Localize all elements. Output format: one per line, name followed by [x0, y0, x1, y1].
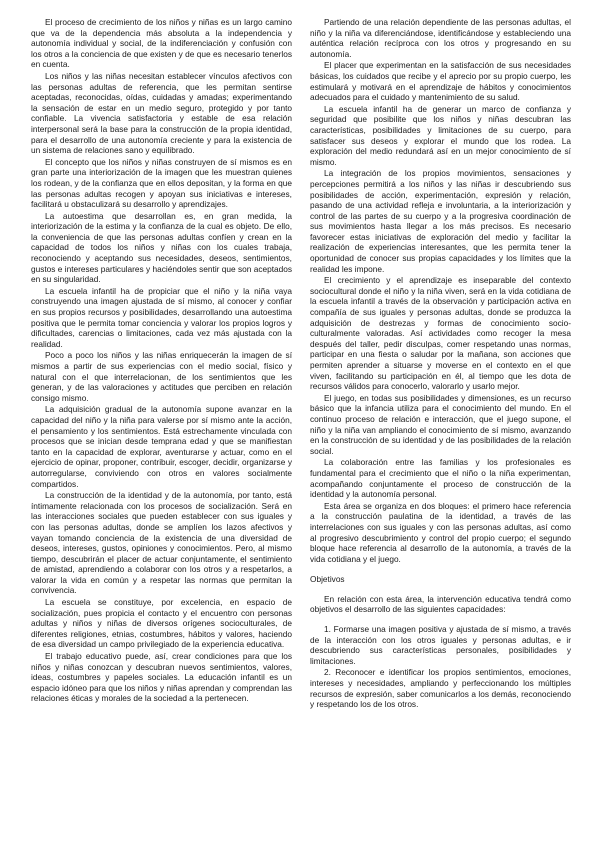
paragraph: El concepto que los niños y niñas construyen de sí mismos es en gran parte una interiorización de la imagen que les muestran quienes los rodean, y de la confianza que en ellos depositan, y la forma en que las personas adultas recogen y apoyan sus iniciativas e intereses, facilitará u obstaculizará su desarrollo y aprendizajes. — [31, 156, 292, 210]
objectives-heading: Objetivos — [310, 574, 345, 585]
paragraph: Partiendo de una relación dependiente de las personas adultas, el niño y la niña va diferenciándose, identificándose y estableciendo una auténtica relación recíproca con los otros y progresando en su autonomía. — [310, 17, 571, 59]
paragraph: Esta área se organiza en dos bloques: el primero hace referencia a la construcción paulatina de la identidad, a través de las interrelaciones con sus iguales y con las personas adultas, así como al progresivo descubrimiento y control del propio cuerpo; el segundo bloque hace referencia al desarrollo de la autonomía, a través de la vida cotidiana y el juego. — [310, 500, 571, 564]
objectives-intro: En relación con esta área, la intervención educativa tendrá como objetivos el desarrollo de las siguientes capacidades: — [310, 593, 571, 615]
paragraph: La escuela infantil ha de propiciar que el niño y la niña vaya construyendo una imagen ajustada de sí mismo, al conocer y confiar en sus propios recursos y posibilidades, desarrollando una autoestima positiva que le permita tomar conciencia y valorar los propios logros y dificultades, carencias o limitaciones, cada vez más ajustada con la realidad. — [31, 285, 292, 349]
objective-item: 2. Reconocer e identificar los propios sentimientos, emociones, intereses y necesidades, ampliando y perfeccionando los múltiples recursos de expresión, saber comunicarlos a los demás, reconociendo y respetando los de los otros. — [310, 667, 571, 710]
paragraph: La colaboración entre las familias y los profesionales es fundamental para el crecimiento que el niño o la niña experimentan, acompañando conjuntamente el proceso de construcción de la identidad y la autonomía personal. — [310, 457, 571, 500]
paragraph: El trabajo educativo puede, así, crear condiciones para que los niños y niñas conozcan y descubran nuevos sentimientos, valores, ideas, costumbres y papeles sociales. La educación infantil es un espacio idóneo para que los niños y niñas aprendan y comprendan las relaciones éticas y morales de la sociedad a la pertenecen. — [31, 651, 292, 704]
paragraph: La escuela infantil ha de generar un marco de confianza y seguridad que posibilite que los niños y niñas descubran las características, posibilidades y limitaciones de su cuerpo, para satisfacer sus deseos y explorar el mundo que los rodea. La exploración del medio redundará así en un mejor conocimiento de sí mismo. — [310, 103, 571, 167]
paragraph: El placer que experimentan en la satisfacción de sus necesidades básicas, los cuidados que recibe y el aprecio por su propio cuerpo, les estimulará y motivará en el aprendizaje de hábitos y conocimientos adecuados para el cuidado y mantenimiento de su salud. — [310, 60, 571, 103]
left-column — [31, 17, 292, 705]
objective-item: 1. Formarse una imagen positiva y ajustada de sí mismo, a través de la interacción con los otros iguales y personas adultas, e ir descubriendo sus características personales, posibilidades y limitaciones. — [310, 624, 571, 666]
right-column — [310, 17, 571, 711]
paragraph: El juego, en todas sus posibilidades y dimensiones, es un recurso básico que la infancia utiliza para el conocimiento del mundo. En el continuo proceso de relación e interacción, que el juego supone, el niño y la niña van ampliando el conocimiento de sí mismo, avanzando en la construcción de su identidad y de las posibilidades de la relación social. — [310, 392, 571, 456]
paragraph: Poco a poco los niños y las niñas enriquecerán la imagen de sí mismos a partir de sus experiencias con el medio social, físico y natural con el que interrelacionan, de los sentimientos que les generan, y de las valoraciones y actitudes que perciben en relación consigo mismo. — [31, 350, 292, 403]
paragraph: La integración de los propios movimientos, sensaciones y percepciones permitirá a los niños y las niñas ir descubriendo sus posibilidades de acción, experimentación, expresión y relación, pasando de una actividad refleja e involuntaria, a la interiorización y control de las partes de su cuerpo y a la progresiva coordinación de sus movimientos hasta llegar a los más precisos. Es necesario favorecer estas iniciativas de exploración del medio y facilitar la realización de experiencias interesantes, que les permita tener la oportunidad de conocer sus propias capacidades y los límites que la realidad les impone. — [310, 168, 571, 274]
paragraph: La construcción de la identidad y de la autonomía, por tanto, está íntimamente relacionada con los procesos de socialización. Será en las interacciones sociales que pueden establecer con sus iguales y con las personas adultas, donde se amplíen los lazos afectivos y vayan tomando conciencia de la existencia de una diversidad de deseos, intereses, gustos, opiniones y conocimientos. Pero, al mismo tiempo, descubrirán el placer de actuar conjuntamente, el sentimiento de amistad, aprendiendo a colaborar con los otros y a respetarlos, a valorar la vida en común y a respetar las normas que permitan la convivencia. — [31, 490, 292, 596]
paragraph: El proceso de crecimiento de los niños y niñas es un largo camino que va de la dependencia más absoluta a la independencia y autonomía individual y social, de la indiferenciación y confusión con los otros a la conciencia de que existen y de que es necesario tenerlos en cuenta. — [31, 17, 292, 70]
paragraph: La autoestima que desarrollan es, en gran medida, la interiorización de la estima y la confianza de la cual es objeto. De ello, la conveniencia de que las personas adultas confíen y crean en la capacidad de todos los niños y niñas con los cuales trabaja, reconociendo y aceptando sus necesidades, deseos, sentimientos, gustos e intereses particulares y haciéndoles sentir que son aceptados en su singularidad. — [31, 210, 292, 285]
paragraph: La escuela se constituye, por excelencia, en espacio de socialización, pues propicia el contacto y el encuentro con personas adultas y niños y niñas de diversos orígenes socioculturales, de diferentes religiones, etnias, costumbres, hábitos y valores, haciendo de esa diversidad un campo privilegiado de la experiencia educativa. — [31, 597, 292, 650]
paragraph: Los niños y las niñas necesitan establecer vínculos afectivos con las personas adultas de referencia, que les permitan sentirse aceptadas, reconocidas, oídas, cuidadas y amadas; experimentando la sensación de estar en un medio seguro, protegido y por tanto confiable. La vivencia satisfactoria y estable de esa relación interpersonal será la base para la construcción de la propia identidad, para el desarrollo de una autonomía creciente y para la existencia de un sistema de relaciones sano y equilibrado. — [31, 70, 292, 156]
paragraph: El crecimiento y el aprendizaje es inseparable del contexto sociocultural donde el niño y la niña viven, será en la vida cotidiana de la escuela infantil a través de la observación y participación activa en compañía de sus iguales y personas adultas, donde se produzca la adquisición de destrezas y formas de conocimiento socio-culturalmente valoradas. Así actividades como recoger la mesa después del taller, pedir disculpas, comer respetando unas normas, participar en una fiesta o saludar por la mañana, son acciones que permiten aprender a situarse y moverse en el contexto en el que viven, facilitando su participación en él, al tiempo que les dota de recursos válidos para conocerlo, valorarlo y usarlo mejor. — [310, 275, 571, 392]
paragraph: La adquisición gradual de la autonomía supone avanzar en la capacidad del niño y la niña para valerse por sí mismo ante la acción, el pensamiento y los sentimientos. Está estrechamente vinculada con procesos que se inician desde temprana edad y que se manifiestan tanto en la capacidad de explorar, aventurarse y actuar, como en el ejercicio de opinar, proponer, contribuir, escoger, decidir, organizarse y autorregularse, conviviendo con otros en valores socialmente compartidos. — [31, 404, 292, 489]
